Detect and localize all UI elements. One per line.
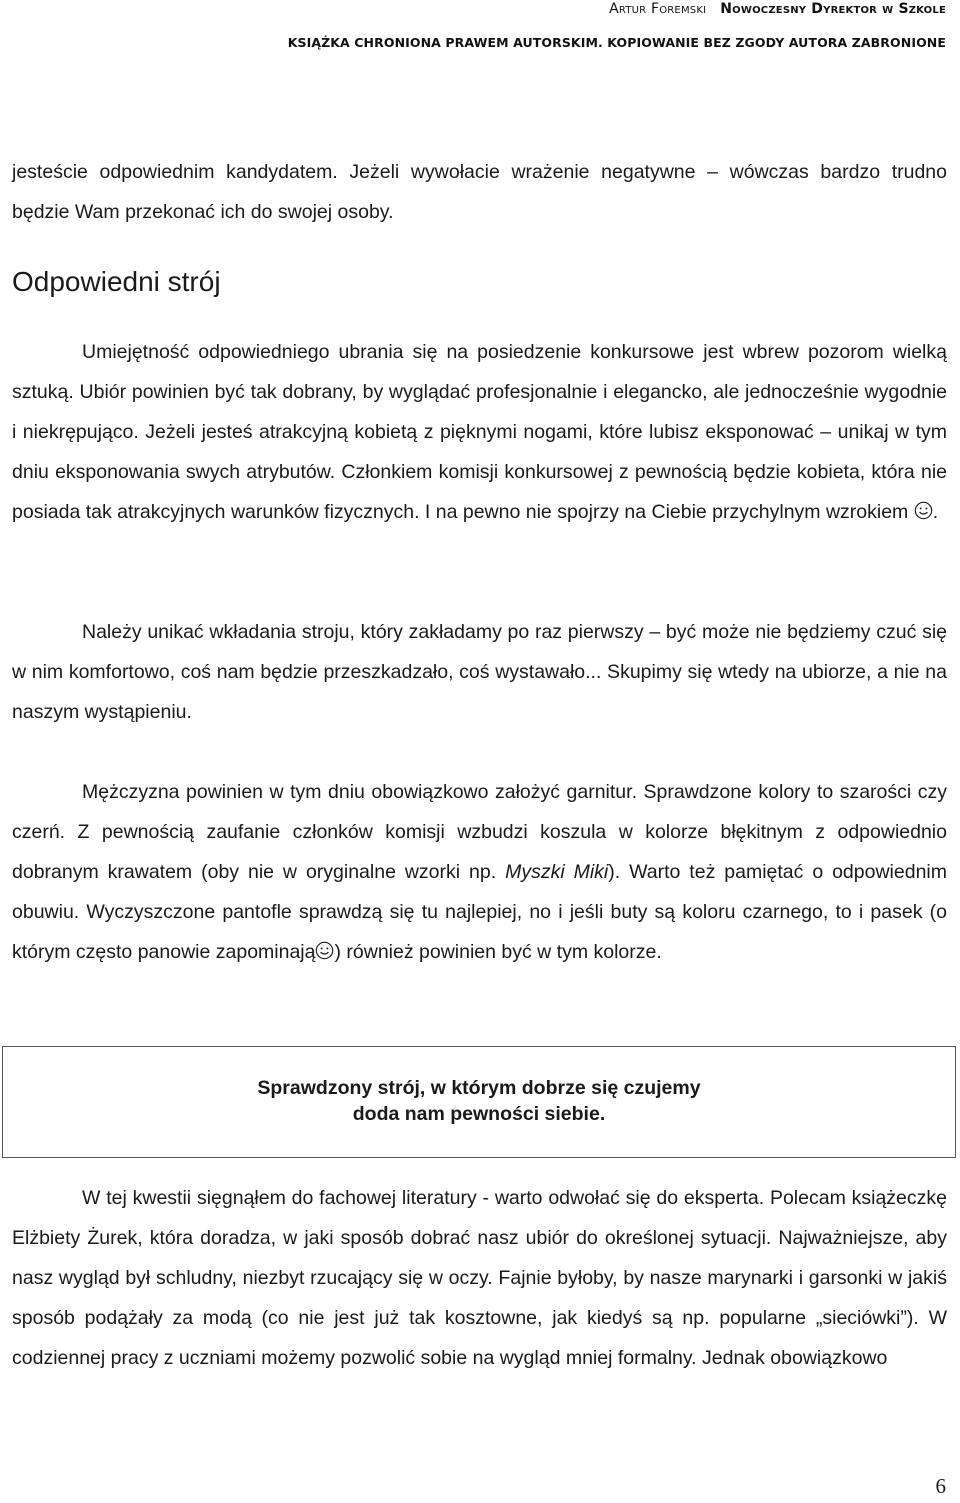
- page-number: 6: [935, 1474, 946, 1498]
- section-heading: Odpowiedni strój: [12, 266, 221, 297]
- book-title: Nowoczesny Dyrektor w Szkole: [720, 1, 946, 17]
- smiley-icon: [315, 941, 334, 960]
- running-header: [609, 1, 946, 17]
- paragraph-attire-text: Umiejętność odpowiedniego ubrania się na posiedzenie konkursowe jest wbrew pozorom wielką sztuką. Ubiór powinien być tak dobrany, by wyglądać profesjonalnie i elegancko, ale jednocześnie wygodnie i niekrępująco. Jeżeli jesteś atrakcyjną kobietą z pięknymi nogami, które lubisz eksponować – unikaj w tym dniu eksponowania swych atrybutów. Członkiem komisji konkursowej z pewnością będzie kobieta, która nie posiada tak atrakcyjnych warunków fizycznych. I na pewno nie spojrzy na Ciebie przychylnym wzrokiem: [12, 341, 947, 523]
- smiley-icon: [914, 501, 933, 520]
- paragraph-new-outfit: Należy unikać wkładania stroju, który zakładamy po raz pierwszy – być może nie będziemy czuć się w nim komfortowo, coś nam będzie przeszkadzało, coś wystawało... Skupimy się wtedy na ubiorze, a nie na naszym wystąpieniu.: [12, 621, 947, 723]
- callout-line-1: Sprawdzony strój, w którym dobrze się czujemy: [257, 1077, 701, 1099]
- copyright-notice: KSIĄŻKA CHRONIONA PRAWEM AUTORSKIM. KOPIOWANIE BEZ ZGODY AUTORA ZABRONIONE: [287, 35, 946, 50]
- italic-example: Myszki Miki: [505, 861, 609, 883]
- paragraph-men-text: Mężczyzna powinien w tym dniu obowiązkowo założyć garnitur. Sprawdzone kolory to szarości czy czerń. Z pewnością zaufanie członków komisji wzbudzi koszula w kolorze błękitnym z odpowiednio dobranym krawatem (oby nie w oryginalne wzorki np.: [12, 781, 947, 883]
- paragraph-men: [12, 772, 947, 972]
- paragraph-men-text-3: ) również powinien być w tym kolorze.: [334, 941, 662, 963]
- paragraph-attire: [12, 332, 947, 532]
- paragraph-literature: W tej kwestii sięgnąłem do fachowej literatury - warto odwołać się do eksperta. Polecam książeczkę Elżbiety Żurek, która doradza, w jaki sposób dobrać nasz ubiór do określonej sytuacji. Najważniejsze, aby nasz wygląd był schludny, niezbyt rzucający się w oczy. Fajnie byłoby, by nasze marynarki i garsonki w jakiś sposób podążały za modą (co nie jest już tak kosztowne, jak kiedyś są np. popularne „sieciówki”). W codziennej pracy z uczniami możemy pozwolić sobie na wygląd mniej formalny. Jednak obowiązkowo: [12, 1187, 947, 1369]
- paragraph-men-text-2: ). Warto też pamiętać o odpowiednim obuwiu. Wyczyszczone pantofle sprawdzą się tu najlepiej, no i jeśli buty są koloru czarnego, to i pasek (o którym często panowie zapominają: [12, 861, 947, 963]
- callout-box: [2, 1046, 956, 1158]
- paragraph-attire-end: .: [932, 501, 939, 523]
- intro-paragraph: jesteście odpowiednim kandydatem. Jeżeli wywołacie wrażenie negatywne – wówczas bardzo trudno będzie Wam przekonać ich do swojej osoby.: [12, 161, 947, 223]
- callout-text: [3, 1075, 955, 1127]
- author-name: Artur Foremski: [609, 1, 707, 17]
- callout-line-2: doda nam pewności siebie.: [352, 1103, 606, 1125]
